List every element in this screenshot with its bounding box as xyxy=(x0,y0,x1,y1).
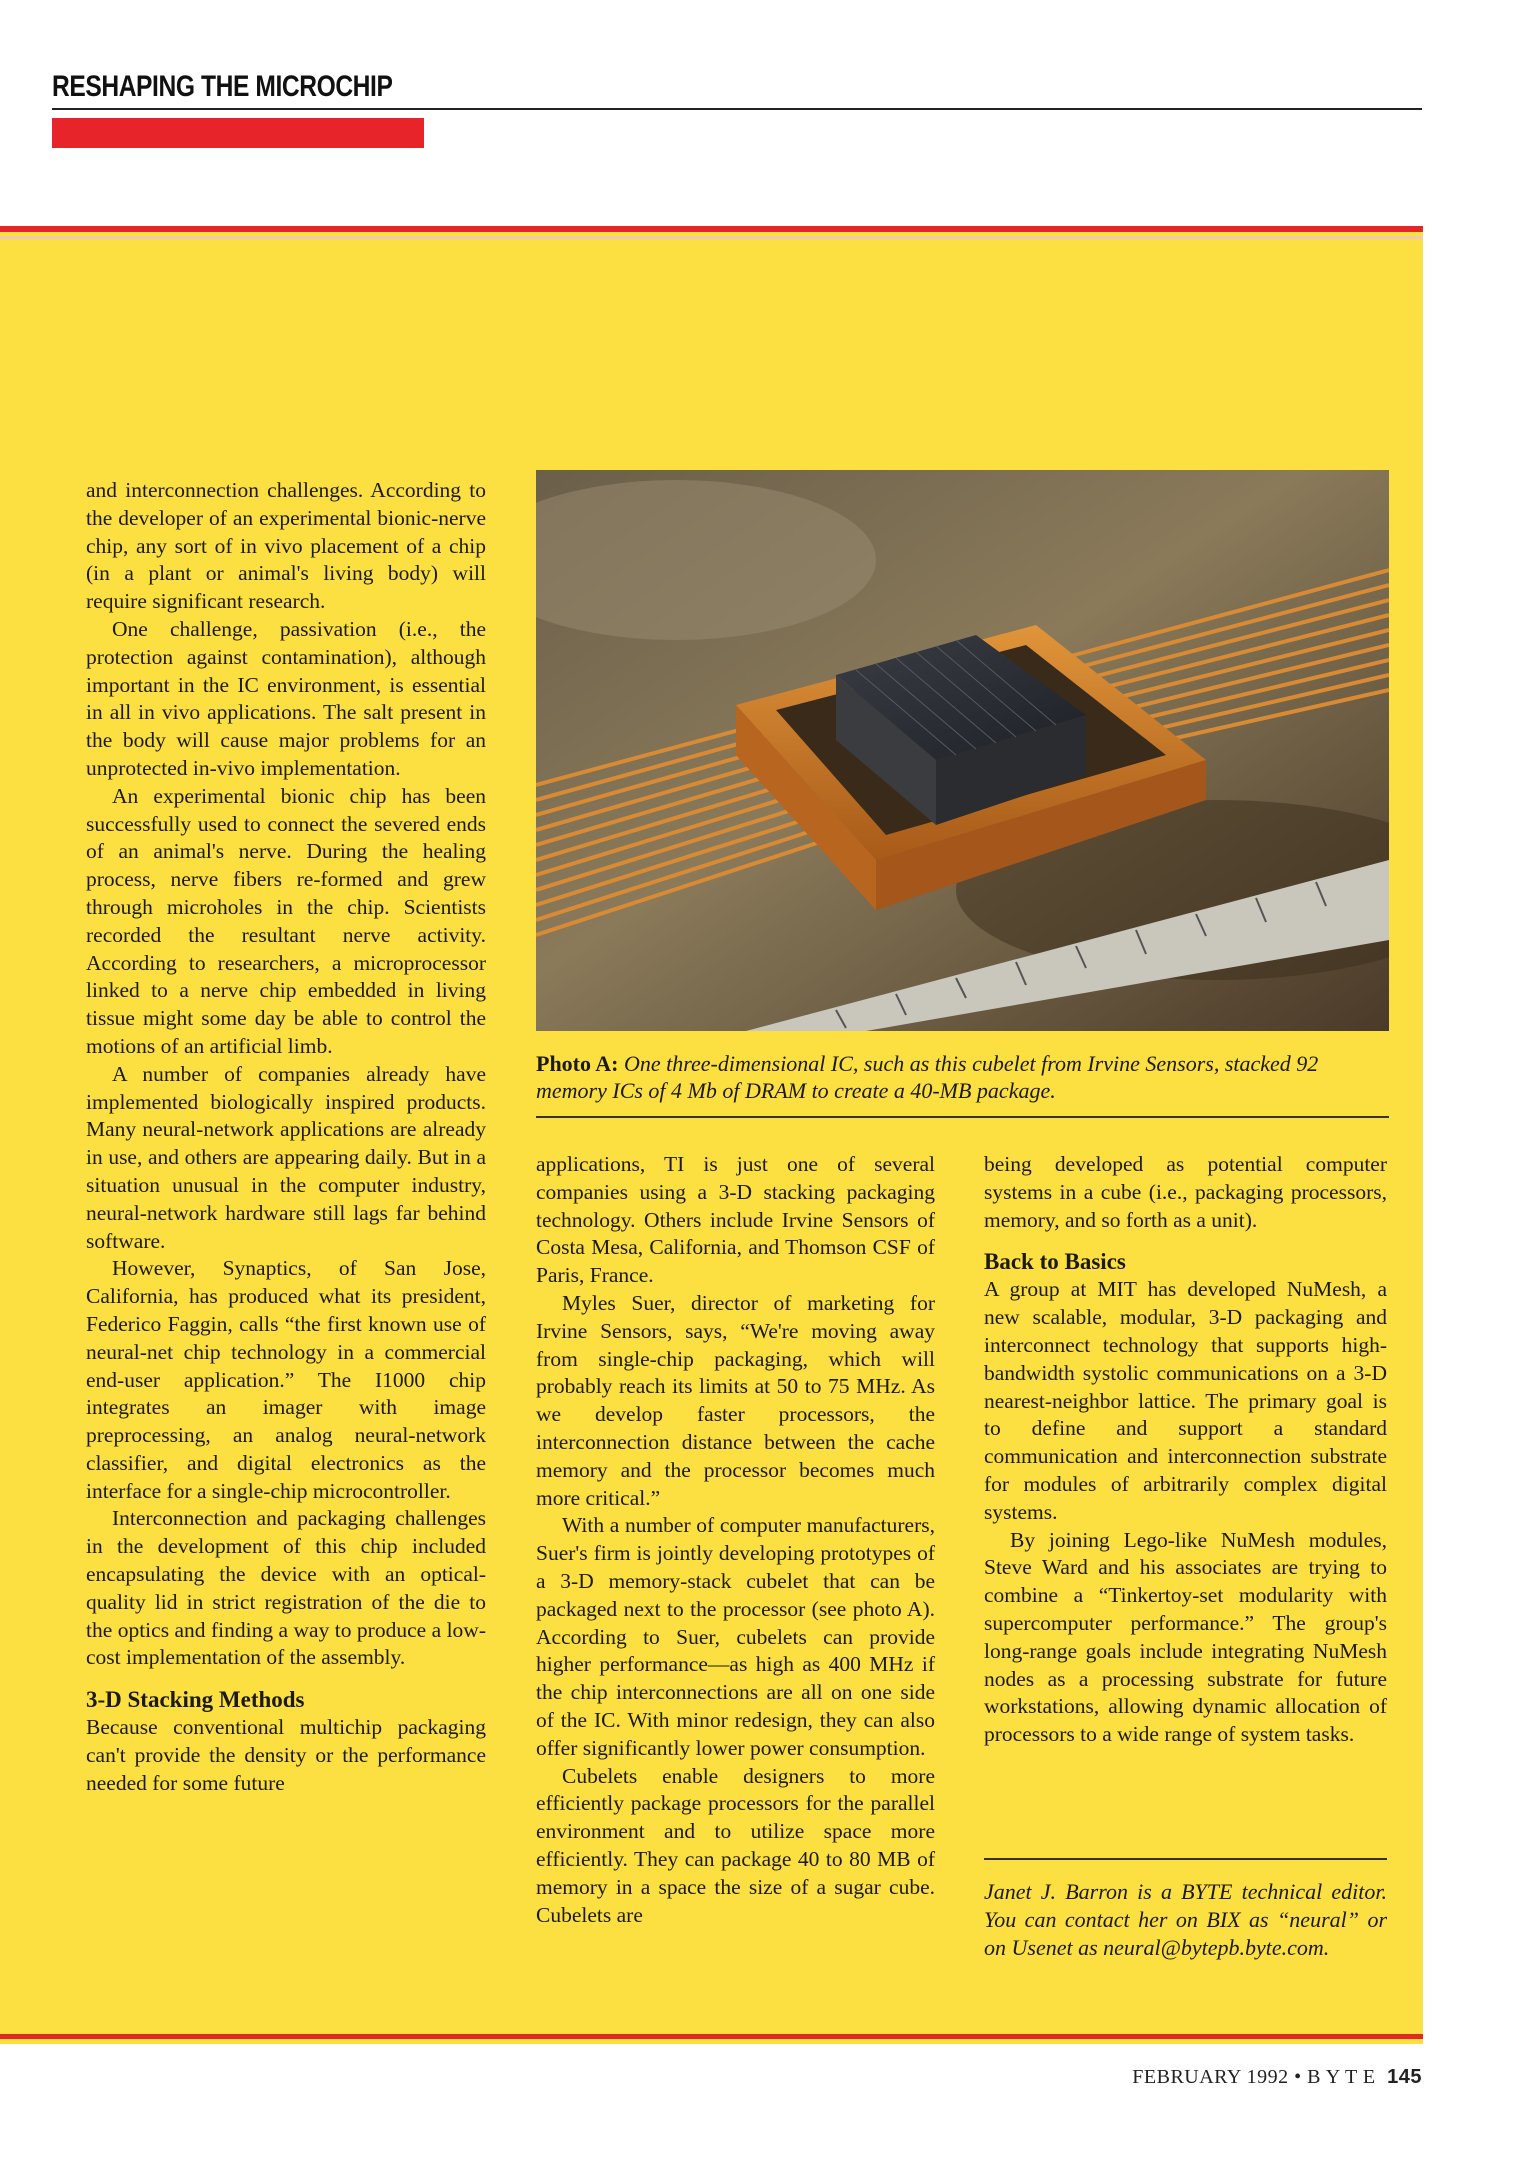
page-number: 145 xyxy=(1387,2066,1422,2088)
paragraph: Cubelets enable designers to more efficiently package processors for the parallel environment and to utilize space more efficiently. They can package 40 to 80 MB of memory in a space the size of a sugar cube. Cubelets are xyxy=(536,1763,935,1927)
paragraph: A group at MIT has developed NuMesh, a new scalable, modular, 3-D packaging and interconnect technology that supports high-bandwidth systolic communications on a 3-D nearest-neighbor lattice. The primary goal is to define and support a standard communication and interconnection substrate for modules of arbitrarily complex digital systems. xyxy=(984,1277,1387,1524)
paragraph: Interconnection and packaging challenges in the development of this chip included encapsulating the device with an optical-quality lid in strict registration of the die to the optics and finding a way to produce a low-cost implementation of the assembly. xyxy=(86,1506,486,1670)
paragraph: An experimental bionic chip has been successfully used to connect the severed ends of an animal's nerve. During the healing process, nerve fibers re-formed and grew through microholes in the chip. Scientists recorded the resultant nerve activity. According to researchers, a microprocessor linked to a nerve chip embedded in living tissue might some day be able to control the motions of an artificial limb. xyxy=(86,783,486,1058)
cubelet-illustration xyxy=(536,470,1389,1031)
paragraph: One challenge, passivation (i.e., the protection against contamination), although important in the IC environment, is essential in all in vivo applications. The salt present in the body will cause major problems for an unprotected in-vivo implementation. xyxy=(86,616,486,780)
paragraph: A number of companies already have implemented biologically inspired products. Many neural-network applications are already in use, and others are appearing daily. But in a situation unusual in the computer industry, neural-network hardware still lags far behind software. xyxy=(86,1061,486,1253)
paragraph: being developed as potential computer systems in a cube (i.e., packaging processors, memory, and so forth as a unit). xyxy=(984,1152,1387,1232)
page-footer xyxy=(1132,2066,1422,2089)
article-column-3 xyxy=(984,1151,1387,1749)
subheading: 3-D Stacking Methods xyxy=(86,1687,305,1713)
photo-caption xyxy=(536,1050,1389,1104)
paragraph: However, Synaptics, of San Jose, California, has produced what its president, Federico Faggin, calls “the first known use of neural-net chip technology in a commercial end-user application.” The I1000 chip integrates an imager with image preprocessing, an analog neural-network classifier, and digital electronics as the interface for a single-chip microcontroller. xyxy=(86,1256,486,1503)
caption-text: One three-dimensional IC, such as this cubelet from Irvine Sensors, stacked 92 memory ICs of 4 Mb of DRAM to create a 40-MB package. xyxy=(536,1051,1319,1103)
photo-cubelet xyxy=(536,470,1389,1031)
section-title: RESHAPING THE MICROCHIP xyxy=(52,70,393,103)
paragraph: By joining Lego-like NuMesh modules, Steve Ward and his associates are trying to combine a “Tinkertoy-set modularity with supercomputer performance.” The group's long-range goals include integrating NuMesh nodes as a processing substrate for future workstations, allowing dynamic allocation of processors to a wide range of system tasks. xyxy=(984,1527,1387,1747)
panel-bottom-rule xyxy=(0,2034,1423,2039)
paragraph: Myles Suer, director of marketing for Irvine Sensors, says, “We're moving away from single-chip packaging, which will probably reach its limits at 50 to 75 MHz. As we develop faster processors, the interconnection distance between the cache memory and the processor becomes much more critical.” xyxy=(536,1290,935,1510)
paragraph: applications, TI is just one of several companies using a 3-D stacking packaging technology. Others include Irvine Sensors of Costa Mesa, California, and Thomson CSF of Paris, France. xyxy=(536,1152,935,1288)
header-rule xyxy=(52,108,1422,110)
paragraph: and interconnection challenges. According to the developer of an experimental bionic-nerve chip, any sort of in vivo placement of a chip (in a plant or animal's living body) will require significant research. xyxy=(86,478,486,614)
article-column-1 xyxy=(86,477,486,1798)
paragraph: Because conventional multichip packaging can't provide the density or the performance needed for some future xyxy=(86,1715,486,1795)
article-column-2 xyxy=(536,1151,935,1929)
footer-date-magazine: FEBRUARY 1992 • B Y T E xyxy=(1132,2066,1376,2088)
caption-rule xyxy=(536,1116,1389,1118)
caption-label: Photo A: xyxy=(536,1051,619,1076)
subheading: Back to Basics xyxy=(984,1249,1126,1275)
paragraph: With a number of computer manufacturers, Suer's firm is jointly developing prototypes of a 3-D memory-stack cubelet that can be packaged next to the processor (see photo A). According to Suer, cubelets can provide higher performance—as high as 400 MHz if the chip interconnections are all on one side of the IC. With minor redesign, they can also offer significantly lower power consumption. xyxy=(536,1513,935,1760)
author-bio: Janet J. Barron is a BYTE technical editor. You can contact her on BIX as “neural” or on Usenet as neural@bytepb.byte.com. xyxy=(984,1879,1387,1960)
bio-rule xyxy=(984,1858,1387,1860)
header-accent-bar xyxy=(52,118,424,148)
